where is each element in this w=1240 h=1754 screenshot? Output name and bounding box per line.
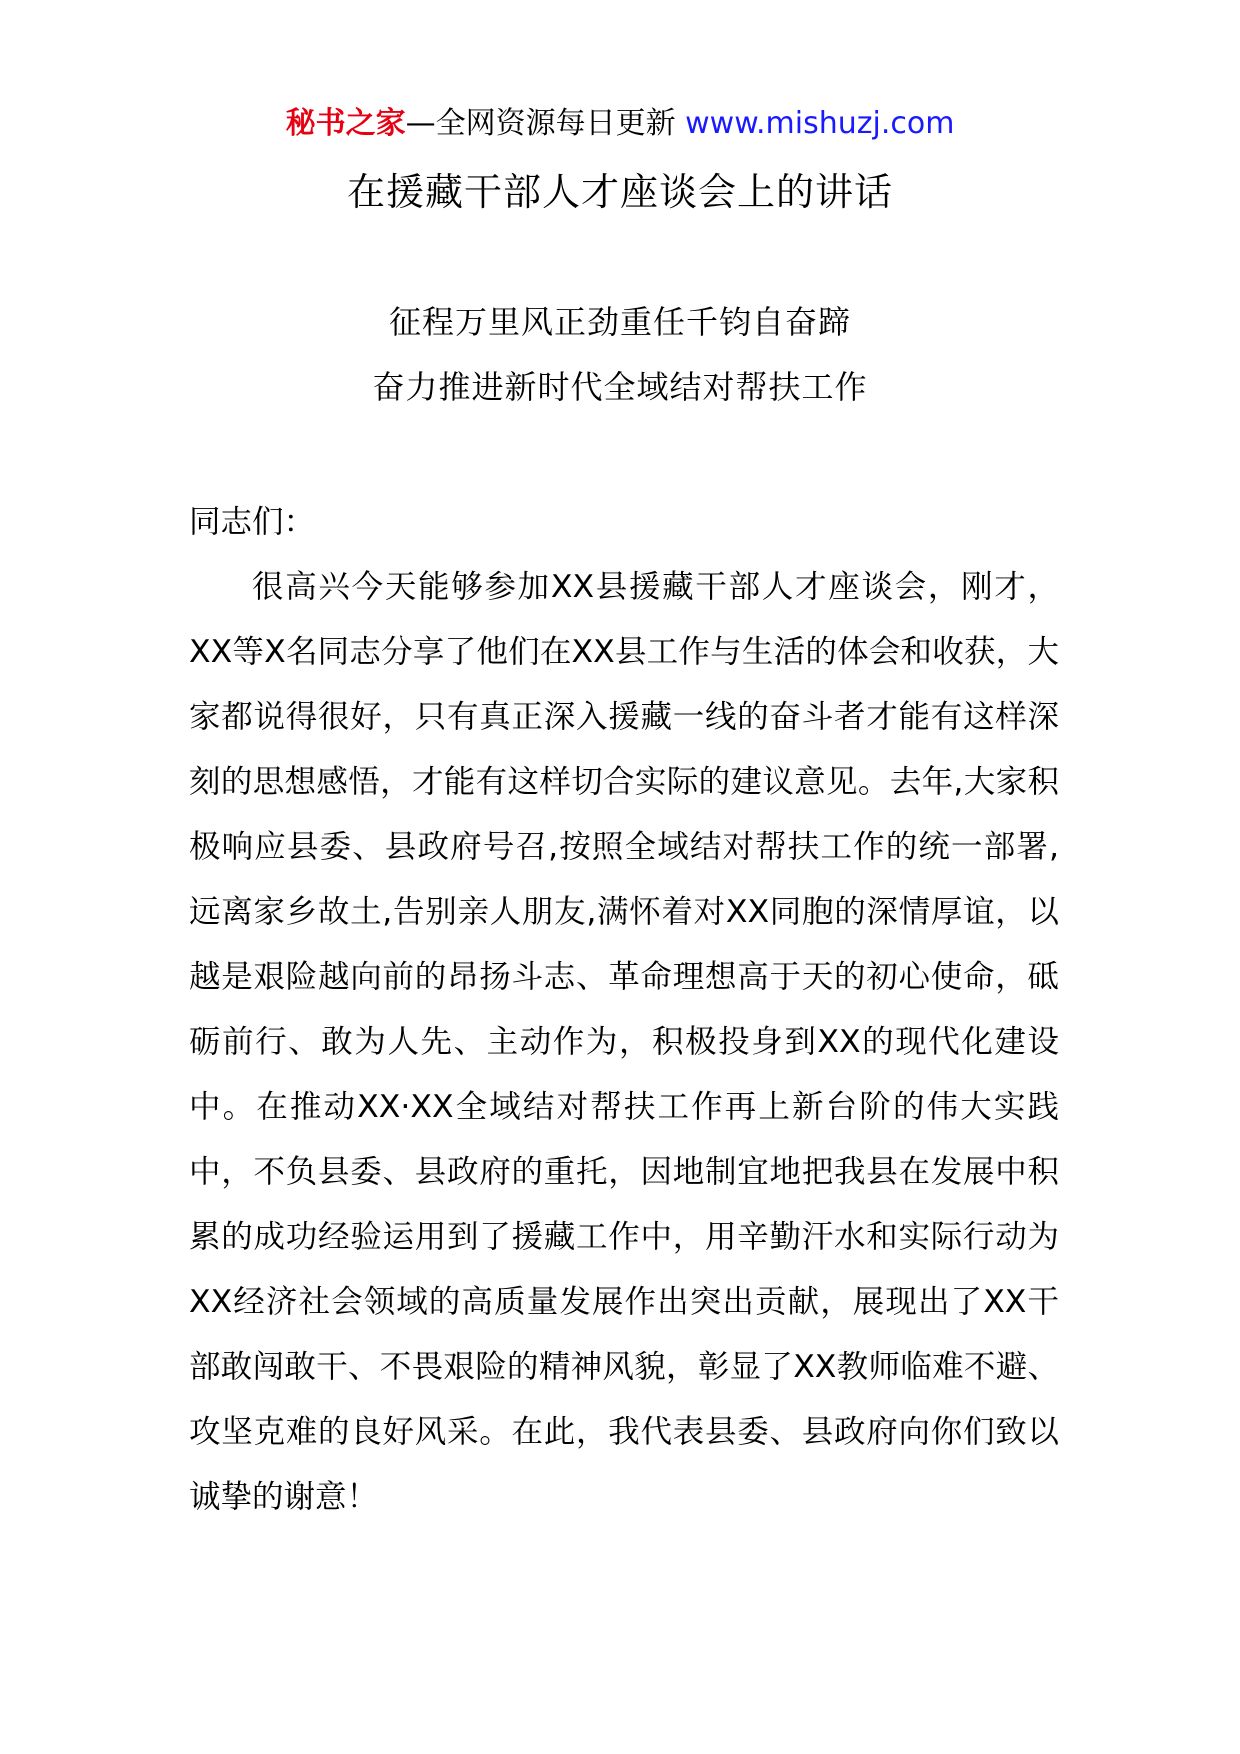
- site-tagline: —全网资源每日更新: [405, 106, 676, 141]
- document-subtitle-line-1: 征程万里风正劲重任千钧自奋蹄: [388, 303, 851, 341]
- document-body: [189, 490, 1059, 1530]
- body-paragraph: 很高兴今天能够参加XX县援藏干部人才座谈会，刚才，XX等X名同志分享了他们在XX县工作与生活的体会和收获，大家都说得很好，只有真正深入援藏一线的奋斗者才能有这样深刻的思想感悟，才能有这样切合实际的建议意见。去年,大家积极响应县委、县政府号召,按照全域结对帮扶工作的统一部署,远离家乡故土,告别亲人朋友,满怀着对XX同胞的深情厚谊，以越是艰险越向前的昂扬斗志、革命理想高于天的初心使命，砥砺前行、敢为人先、主动作为，积极投身到XX的现代化建设中。在推动XX·XX全域结对帮扶工作再上新台阶的伟大实践中，不负县委、县政府的重托，因地制宜地把我县在发展中积累的成功经验运用到了援藏工作中，用辛勤汗水和实际行动为XX经济社会领域的高质量发展作出突出贡献，展现出了XX干部敢闯敢干、不畏艰险的精神风貌，彰显了XX教师临难不避、攻坚克难的良好风采。在此，我代表县委、县政府向你们致以诚挚的谢意！: [189, 569, 1059, 1515]
- document-title: 在援藏干部人才座谈会上的讲话: [346, 170, 893, 214]
- document-subtitle-line-2: 奋力推进新时代全域结对帮扶工作: [372, 368, 868, 406]
- salutation: 同志们：: [189, 504, 316, 540]
- site-brand: 秘书之家: [285, 106, 406, 141]
- site-url-link[interactable]: www.mishuzj.com: [685, 106, 955, 141]
- site-header: [0, 100, 1240, 148]
